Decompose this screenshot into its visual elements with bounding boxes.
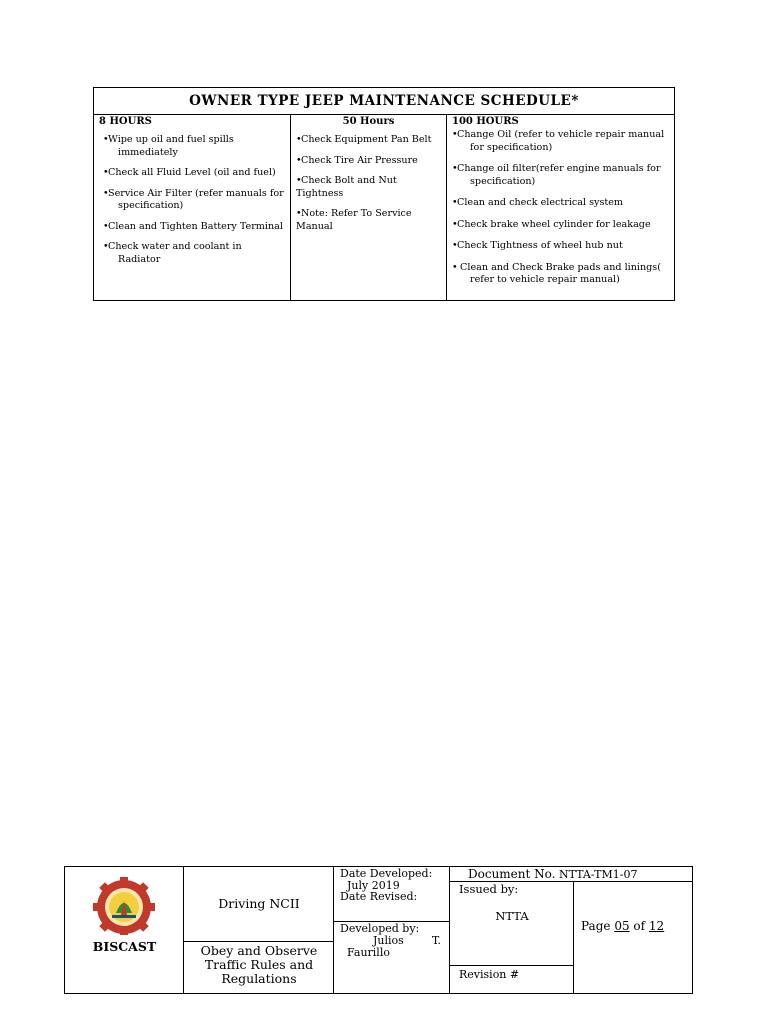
list-item: •Check all Fluid Level (oil and fuel): [103, 167, 276, 178]
list-item: •Check water and coolant in Radiator: [103, 241, 242, 265]
page-current: 05: [614, 919, 630, 933]
column-heading: 8 HOURS: [99, 116, 152, 127]
maintenance-schedule-table: [93, 87, 675, 301]
developed-by-label: Developed by:: [340, 922, 420, 935]
list-item: •Clean and check electrical system: [452, 197, 624, 208]
task-list: [99, 134, 285, 266]
list-item: •Check Bolt and Nut Tightness: [296, 175, 397, 199]
organization-name: BISCAST: [92, 939, 157, 954]
document-footer-table: [64, 866, 693, 994]
date-revised-label: Date Revised:: [340, 890, 418, 903]
list-item: •Change Oil (refer to vehicle repair manual for specification): [452, 129, 665, 153]
developer-first-name: Julios: [373, 934, 404, 947]
column-50-hours: [291, 114, 447, 300]
document-number: [451, 867, 692, 881]
issued-by-cell: [451, 881, 573, 965]
list-item: •Wipe up oil and fuel spills immediately: [103, 134, 234, 158]
date-info: [335, 867, 450, 921]
revision-label: Revision #: [459, 968, 520, 981]
list-item: •Check Tightness of wheel hub nut: [452, 240, 623, 251]
date-developed-value: July 2019: [347, 878, 400, 892]
school-logo-icon: [86, 877, 162, 935]
developer-initial: T.: [431, 934, 442, 947]
document-no-label: Document No.: [468, 867, 556, 881]
developer-last-name: Faurillo: [347, 946, 390, 959]
document-no-value: NTTA-TM1-07: [558, 868, 638, 881]
task-list: [296, 134, 441, 233]
list-item: •Check Equipment Pan Belt: [296, 134, 432, 145]
column-8-hours: [94, 114, 291, 300]
page-number: [574, 881, 692, 993]
developer-info: [335, 921, 450, 993]
column-heading: 50 Hours: [342, 116, 395, 127]
list-item: •Change oil filter(refer engine manuals for specification): [452, 163, 661, 187]
list-item: • Clean and Check Brake pads and linings( refer to vehicle repair manual): [452, 261, 661, 285]
list-item: •Check Tire Air Pressure: [296, 154, 418, 166]
page-total: 12: [648, 919, 665, 933]
date-developed-label: Date Developed:: [340, 867, 433, 880]
list-item: •Service Air Filter (refer manuals for specification): [103, 187, 284, 211]
list-item: •Check brake wheel cylinder for leakage: [452, 218, 651, 230]
logo-cell: [65, 867, 184, 993]
issued-by-value: NTTA: [495, 909, 529, 923]
schedule-title: OWNER TYPE JEEP MAINTENANCE SCHEDULE*: [94, 88, 674, 115]
column-heading: 100 HOURS: [452, 116, 519, 127]
task-list: [452, 129, 669, 287]
list-item: •Clean and Tighten Battery Terminal: [103, 220, 283, 232]
column-100-hours: [447, 114, 674, 300]
list-item: •Note: Refer To Service Manual: [296, 208, 412, 232]
unit-title: Obey and Observe Traffic Rules and Regulations: [200, 943, 318, 986]
course-title: Driving NCII: [218, 896, 300, 911]
issued-by-label: Issued by:: [459, 882, 519, 896]
page-of: of: [633, 919, 646, 933]
page-label: Page: [581, 919, 611, 933]
